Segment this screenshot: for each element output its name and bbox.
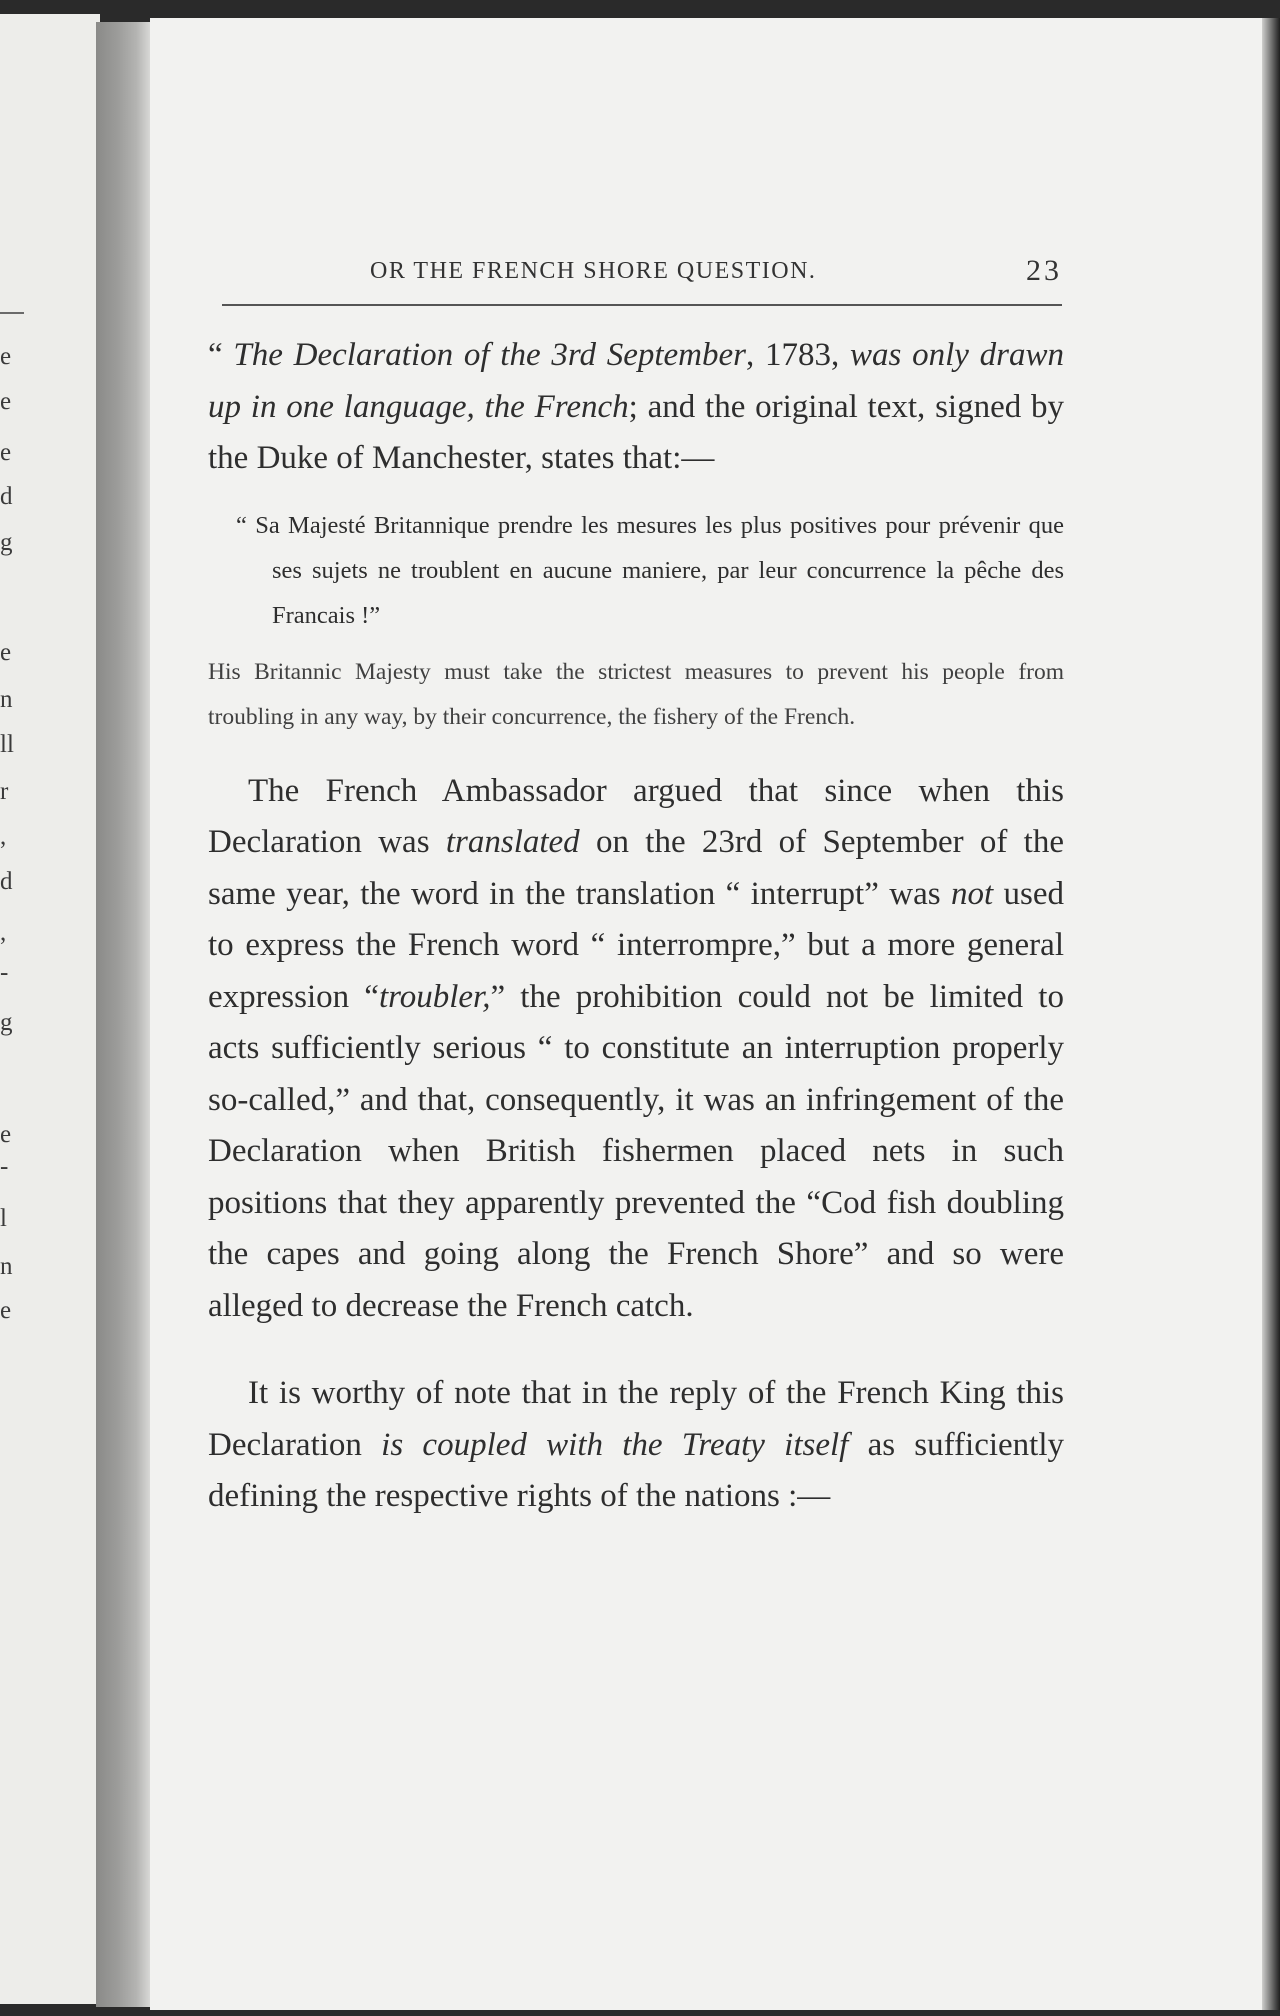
previous-page-text-fragment: n <box>0 1253 13 1280</box>
french-quotation: “ Sa Majesté Britannique prendre les mesures les plus positives pour prévenir que ses sujets ne troublent en aucune maniere, par leur concurrence la pêche des Francais !” <box>236 511 1064 629</box>
previous-page-text-fragment: g <box>0 529 13 556</box>
previous-page-text-fragment: ll <box>0 731 14 758</box>
text-run: It is worthy of note that in the reply of the French King this Declaration <box>208 1375 1064 1463</box>
previous-page-text-fragment: n <box>0 686 13 713</box>
page-number: 23 <box>1026 254 1062 287</box>
previous-page-edge <box>0 14 100 2004</box>
previous-page-text-fragment: , <box>0 919 7 946</box>
page-header <box>222 256 1062 296</box>
body-paragraph-ambassador <box>208 766 1064 1333</box>
text-run: The French Ambassador argued that since when this Declaration was <box>208 772 1064 860</box>
running-head: OR THE FRENCH SHORE QUESTION. <box>370 258 817 284</box>
italic-phrase: not <box>950 875 994 912</box>
previous-page-text-fragment: e <box>0 1297 12 1324</box>
header-rule <box>222 304 1062 306</box>
text-run: , 1783, <box>746 337 850 373</box>
text-run: on the 23rd of September of the same year, the word in the translation “ interrupt” was <box>208 824 1064 912</box>
previous-page-rule <box>0 312 24 314</box>
body-paragraph-french-king <box>208 1368 1064 1523</box>
page-body <box>208 330 1064 1523</box>
italic-phrase: translated <box>445 824 580 860</box>
previous-page-text-fragment: e <box>0 639 12 666</box>
italic-phrase: troubler, <box>378 978 491 1015</box>
page-edge-shadow <box>1262 18 1280 2010</box>
intro-paragraph <box>208 330 1064 485</box>
previous-page-text-fragment: e <box>0 1121 12 1148</box>
previous-page-text-fragment: r <box>0 778 9 805</box>
previous-page-text-fragment: - <box>0 959 9 986</box>
italic-phrase: was only drawn up in one language, the French <box>208 337 1065 425</box>
previous-page-text-fragment: e <box>0 388 12 415</box>
previous-page-text-fragment: d <box>0 868 13 895</box>
italic-phrase: The Declaration of the 3rd September <box>233 337 746 373</box>
text-run: ; and the original text, signed by the Duke of Manchester, states that:— <box>208 388 1065 476</box>
previous-page-text-fragment: d <box>0 483 13 510</box>
previous-page-text-fragment: l <box>0 1205 7 1232</box>
text-run: ” the prohibition could not be limited to acts sufficiently serious “ to constitute an interruption properly so-called,” and that, consequently, it was an infringement of the Declaration when British fishermen placed nets in such positions that they apparently prevented the “Cod fish doubling the capes and going along the French Shore” and so were alleged to decrease the French catch. <box>208 978 1064 1324</box>
text-run: as sufficiently defining the respective rights of the nations :— <box>208 1426 1065 1514</box>
text-run: used to express the French word “ interrompre,” but a more general expression “ <box>208 875 1064 1015</box>
previous-page-text-fragment: , <box>0 823 7 850</box>
previous-page-text-fragment: e <box>0 439 12 466</box>
previous-page-text-fragment: g <box>0 1009 13 1036</box>
opening-quote-mark: “ <box>208 337 234 373</box>
previous-page-text-fragment: - <box>0 1153 9 1180</box>
previous-page-text-fragment: e <box>0 343 12 370</box>
book-gutter-shadow <box>96 22 150 2007</box>
italic-phrase: is coupled with the Treaty itself <box>381 1426 849 1463</box>
translation-paragraph: His Britannic Majesty must take the strictest measures to prevent his people from troubling in any way, by their concurrence, the fishery of the French. <box>208 658 1064 730</box>
